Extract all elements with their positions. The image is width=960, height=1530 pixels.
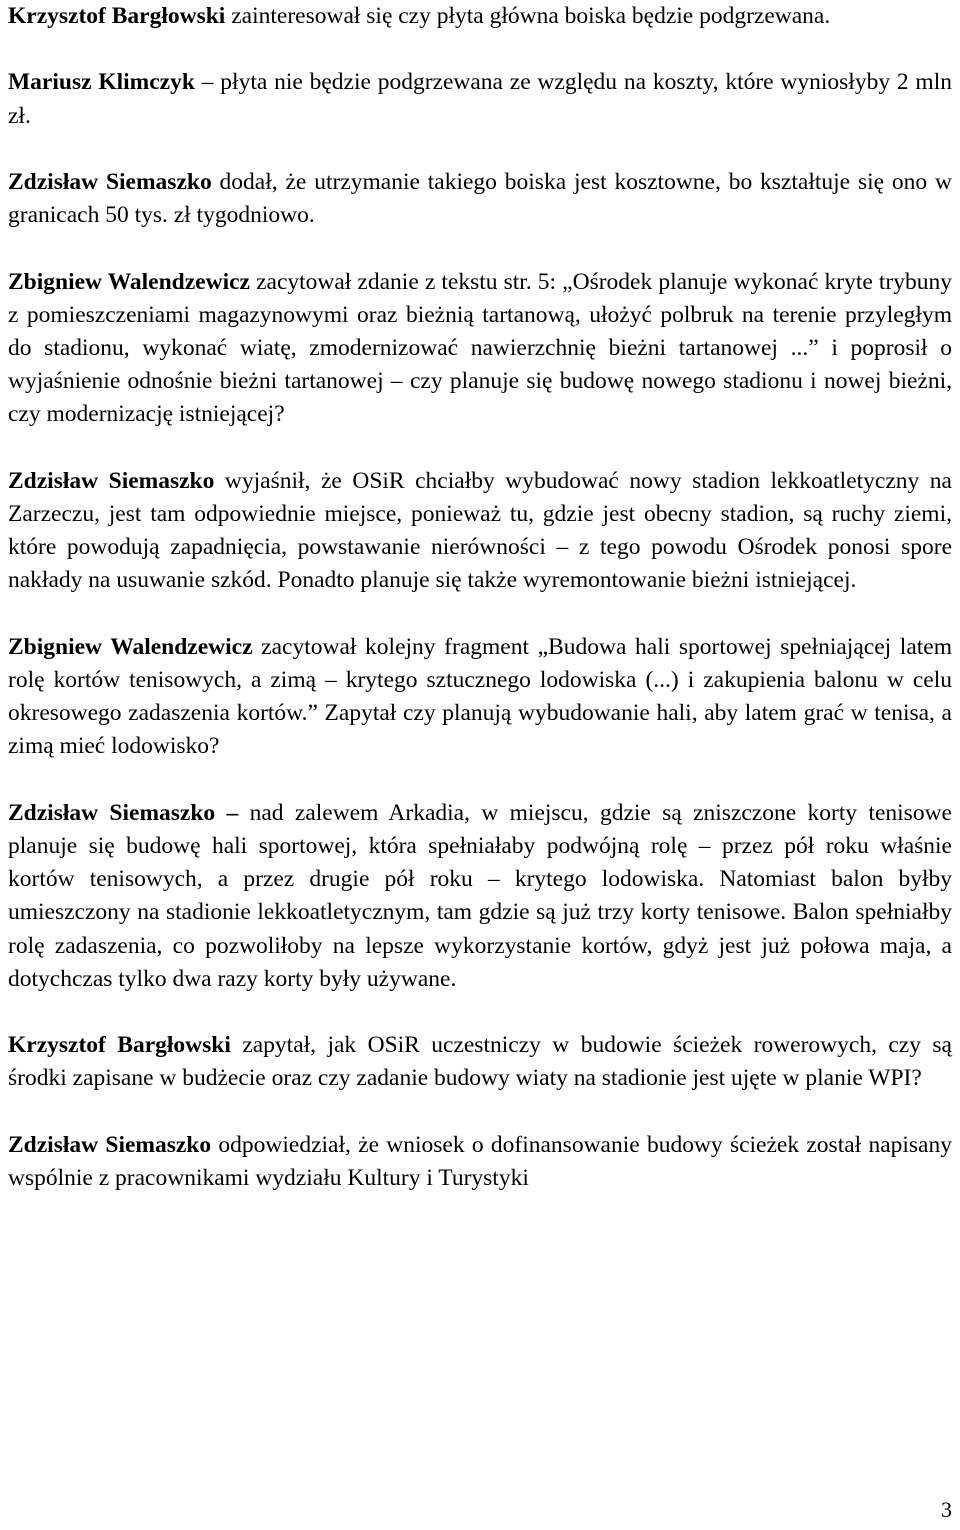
speaker-name: Zdzisław Siemaszko – xyxy=(8,799,239,826)
paragraph-text: nad zalewem Arkadia, w miejscu, gdzie są zniszczone korty tenisowe planuje się budowę hali sportowej, która spełniałaby podwójną rolę – przez pół roku właśnie kortów tenisowych, a przez drugie pół roku – krytego lodowiska. Natomiast balon byłby umieszczony na stadionie lekkoatletycznym, tam gdzie są już trzy korty tenisowe. Balon spełniałby rolę zadaszenia, co pozwoliłoby na lepsze wykorzystanie kortów, gdyż jest już połowa maja, a dotychczas tylko dwa razy korty były używane. xyxy=(8,799,952,992)
paragraph-text: odpowiedział, że wniosek o dofinansowanie budowy ścieżek został napisany wspólnie z pracownikami wydziału Kultury i Turystyki xyxy=(8,1131,952,1191)
paragraph-text: – płyta nie będzie podgrzewana ze względu na koszty, które wyniosłyby 2 mln zł. xyxy=(8,69,952,129)
paragraph-text: zacytował zdanie z tekstu str. 5: „Ośrodek planuje wykonać kryte trybuny z pomieszczeniami magazynowymi oraz bieżnią tartanową, ułożyć polbruk na terenie przyległym do stadionu, wykonać wiatę, zmodernizować nawierzchnię bieżni tartanowej ...” i poprosił o wyjaśnienie odnośnie bieżni tartanowej – czy planuje się budowę nowego stadionu i nowej bieżni, czy modernizację istniejącej? xyxy=(8,268,953,428)
paragraph xyxy=(8,797,952,996)
paragraph xyxy=(8,266,952,432)
speaker-name: Mariusz Klimczyk xyxy=(8,69,195,96)
paragraph xyxy=(8,465,952,598)
document-body xyxy=(8,0,952,1228)
paragraph xyxy=(8,631,952,764)
speaker-name: Zbigniew Walendzewicz xyxy=(8,633,253,660)
speaker-name: Zdzisław Siemaszko xyxy=(8,1131,212,1158)
paragraph xyxy=(8,0,952,33)
page-number: 3 xyxy=(941,1497,952,1522)
paragraph-text: zacytował kolejny fragment „Budowa hali sportowej spełniającej latem rolę kortów tenisowych, a zimą – krytego sztucznego lodowiska (...) i zakupienia balonu w celu okresowego zadaszenia kortów.” Zapytał czy planują wybudowanie hali, aby latem grać w tenisa, a zimą mieć lodowisko? xyxy=(8,633,952,760)
speaker-name: Krzysztof Bargłowski xyxy=(8,3,226,29)
speaker-name: Zdzisław Siemaszko xyxy=(8,168,212,195)
paragraph-text: zapytał, jak OSiR uczestniczy w budowie ścieżek rowerowych, czy są środki zapisane w budżecie oraz czy zadanie budowy wiaty na stadionie jest ujęte w planie WPI? xyxy=(8,1032,952,1092)
paragraph-text: dodał, że utrzymanie takiego boiska jest kosztowne, bo kształtuje się ono w granicach 50 tys. zł tygodniowo. xyxy=(8,168,952,229)
paragraph xyxy=(8,166,952,232)
paragraph xyxy=(8,1029,952,1095)
speaker-name: Zdzisław Siemaszko xyxy=(8,467,215,494)
paragraph-text: zainteresował się czy płyta główna boiska będzie podgrzewana. xyxy=(225,3,831,29)
paragraph xyxy=(8,66,952,132)
paragraph xyxy=(8,1129,952,1195)
speaker-name: Krzysztof Bargłowski xyxy=(8,1032,231,1059)
speaker-name: Zbigniew Walendzewicz xyxy=(8,268,250,295)
paragraph-text: wyjaśnił, że OSiR chciałby wybudować nowy stadion lekkoatletyczny na Zarzeczu, jest tam odpowiednie miejsce, ponieważ tu, gdzie jest obecny stadion, są ruchy ziemi, które powodują zapadnięcia, powstawanie nierówności – z tego powodu Ośrodek ponosi spore nakłady na usuwanie szkód. Ponadto planuje się także wyremontowanie bieżni istniejącej. xyxy=(8,467,952,594)
